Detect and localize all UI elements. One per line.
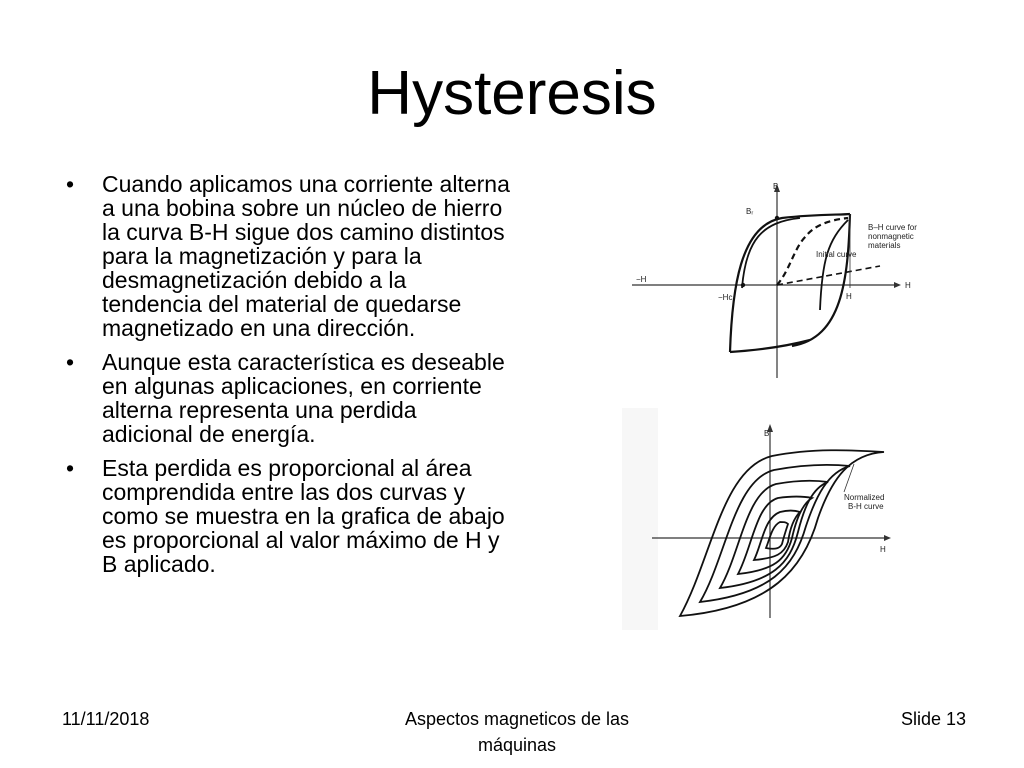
initial-curve-label: Initial curve bbox=[816, 250, 857, 259]
bullet-text: Aunque esta característica es deseable en algunas aplicaciones, en corriente alterna representa una perdida adicional de energía. bbox=[102, 349, 505, 447]
footer-title-line: Aspectos magneticos de las bbox=[404, 709, 630, 729]
slide-number: Slide 13 bbox=[900, 709, 966, 729]
footer-title bbox=[372, 706, 662, 758]
hc-point-icon bbox=[741, 283, 745, 287]
br-point-icon bbox=[775, 216, 779, 220]
bullet-text: Cuando aplicamos una corriente alterna a una bobina sobre un núcleo de hierro la curva B-H sigue dos camino distintos para la magnetización y para la desmagnetización debido a la tendencia del material de quedarse magnetizado en una dirección. bbox=[102, 171, 510, 341]
footer-title-line: máquinas bbox=[477, 735, 557, 755]
axis-b-label: B bbox=[773, 182, 779, 191]
axis-h-label: H bbox=[880, 545, 886, 554]
hysteresis-loop-figure bbox=[622, 170, 974, 390]
bullet-text: Esta perdida es proporcional al área comprendida entre las dos curvas y como se muestra en la grafica de abajo es proporcional al valor máximo de H y B aplicado. bbox=[102, 455, 505, 577]
nested-loops-figure bbox=[622, 408, 974, 630]
slide-title: Hysteresis bbox=[367, 59, 657, 128]
axis-neg-h-label: −H bbox=[636, 275, 647, 284]
hysteresis-lower-branch bbox=[820, 220, 848, 310]
axis-h-label: H bbox=[905, 281, 911, 290]
bullet-item bbox=[60, 350, 512, 446]
nonmagnetic-line bbox=[777, 266, 880, 285]
hysteresis-upper-branch bbox=[742, 218, 800, 288]
nonmagnetic-label: B–H curve for bbox=[868, 223, 917, 232]
bullet-item bbox=[60, 172, 512, 340]
axis-b-label: B bbox=[764, 429, 770, 438]
br-label: Bᵣ bbox=[746, 207, 754, 216]
normalized-label: B-H curve bbox=[848, 502, 884, 511]
bullet-icon: • bbox=[65, 349, 75, 375]
bullet-icon: • bbox=[65, 171, 75, 197]
h-axis-arrow-icon bbox=[894, 282, 901, 288]
nonmagnetic-label: materials bbox=[868, 241, 901, 250]
figure-background bbox=[658, 408, 974, 630]
nonmagnetic-label: nonmagnetic bbox=[868, 232, 914, 241]
nested-loops-diagram bbox=[622, 408, 974, 630]
h-tick-label: H bbox=[846, 292, 852, 301]
bullet-item bbox=[60, 456, 512, 576]
hysteresis-loop-diagram bbox=[622, 170, 974, 390]
hc-label: −Hc bbox=[718, 293, 733, 302]
bullet-icon: • bbox=[65, 455, 75, 481]
normalized-label: Normalized bbox=[844, 493, 885, 502]
bullet-list bbox=[60, 172, 512, 586]
footer-date: 11/11/2018 bbox=[62, 709, 150, 729]
